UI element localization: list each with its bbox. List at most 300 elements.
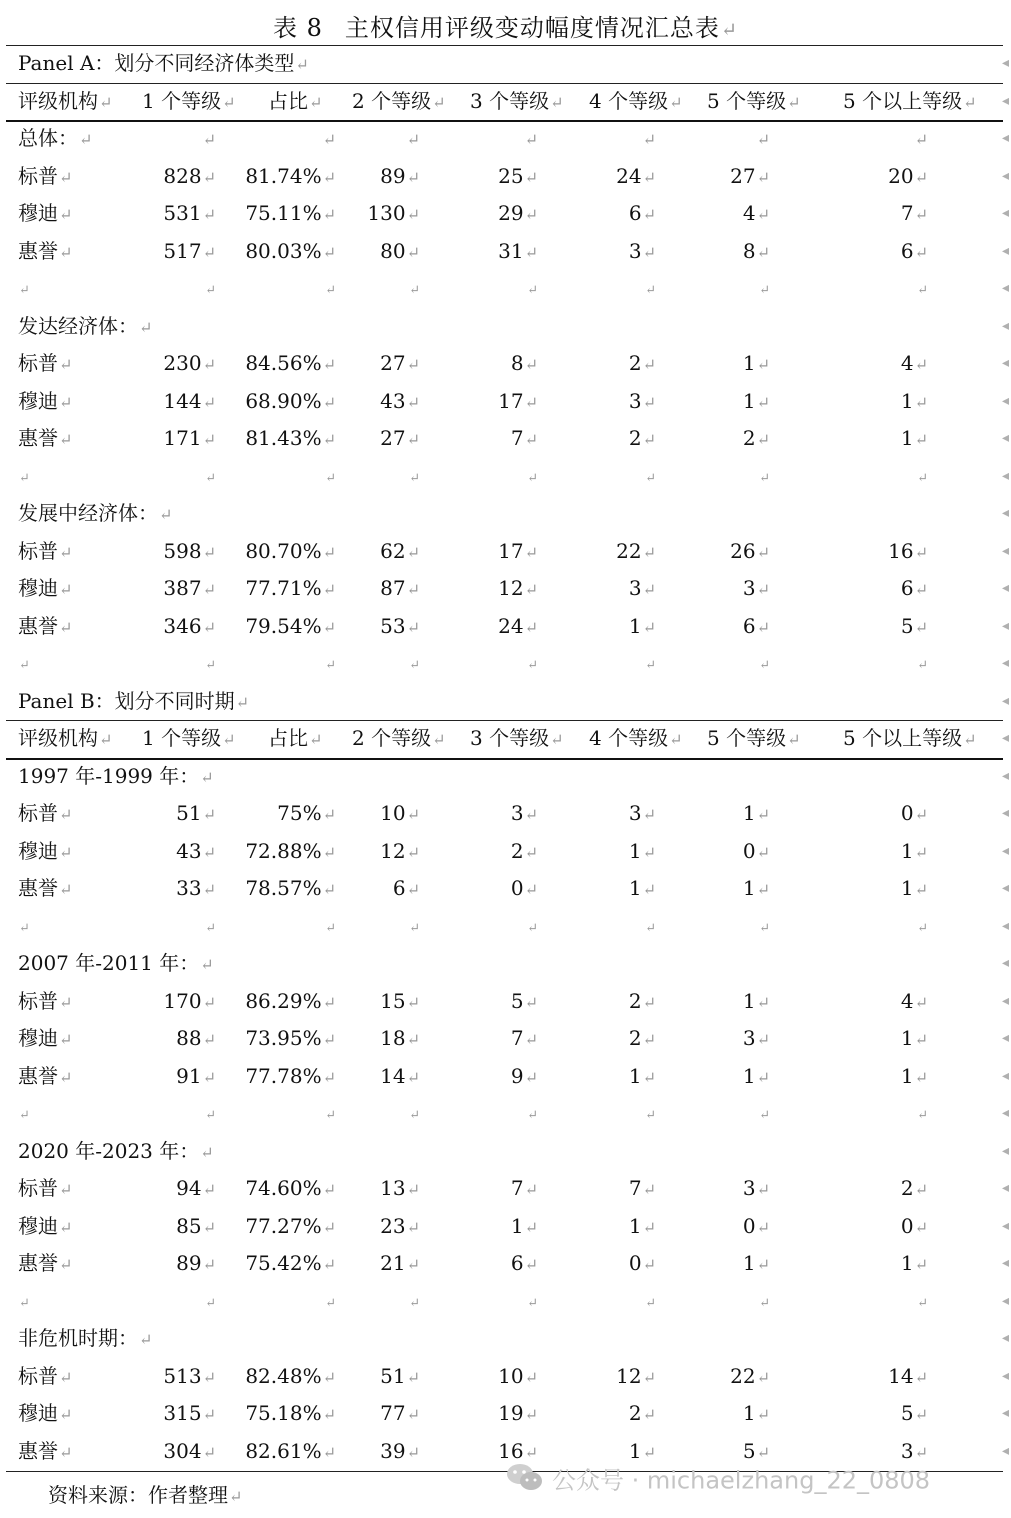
edge-arrow-icon: ◂: [1001, 1405, 1009, 1421]
return-mark-icon: ↵: [59, 1442, 73, 1462]
return-mark-icon: ↵: [914, 1030, 928, 1049]
value-cell: 20↵: [888, 163, 928, 188]
value-cell: 27↵: [380, 351, 420, 375]
return-mark-icon: ↵: [406, 1442, 420, 1462]
value-cell: 2↵: [900, 1176, 928, 1200]
edge-arrow-icon: ◂: [1001, 1105, 1009, 1121]
return-mark-icon: ↵: [759, 470, 770, 486]
return-mark-icon: ↵: [720, 18, 738, 41]
empty-cell: [580, 458, 656, 497]
return-mark-icon: ↵: [527, 283, 538, 298]
return-mark-icon: ↵: [202, 130, 216, 149]
empty-cell: [580, 270, 656, 309]
empty-cell: [580, 645, 656, 684]
empty-cell: [460, 270, 538, 309]
return-mark-icon: ↵: [205, 470, 216, 486]
return-mark-icon: ↵: [322, 1255, 336, 1274]
value-cell: 0↵: [628, 1251, 656, 1275]
column-header: 5 个等级↵: [707, 88, 801, 113]
return-mark-icon: ↵: [645, 920, 656, 936]
table-row: [0, 795, 1011, 832]
empty-cell: [18, 1283, 30, 1322]
return-mark-icon: ↵: [322, 355, 336, 374]
edge-arrow-icon: ◂: [1001, 730, 1009, 746]
table-row: [0, 1170, 1011, 1207]
empty-cell: [232, 270, 336, 309]
agency-name: 标普↵: [18, 988, 73, 1013]
return-mark-icon: ↵: [205, 1295, 216, 1311]
return-mark-icon: ↵: [669, 92, 683, 112]
return-mark-icon: ↵: [406, 205, 420, 224]
return-mark-icon: ↵: [59, 1030, 73, 1049]
return-mark-icon: ↵: [19, 1108, 30, 1123]
watermark-text: 公众号 · michaelzhang_22_0808: [552, 1466, 931, 1495]
empty-cell: [840, 120, 928, 158]
edge-arrow-icon: ◂: [1001, 392, 1009, 409]
return-mark-icon: ↵: [756, 617, 770, 637]
return-mark-icon: ↵: [642, 130, 656, 149]
edge-arrow-icon: ◂: [1001, 1367, 1009, 1384]
return-mark-icon: ↵: [202, 355, 216, 374]
value-cell: 29↵: [498, 201, 538, 225]
table-row: [0, 420, 1011, 457]
empty-cell: [348, 120, 420, 158]
return-mark-icon: ↵: [524, 1367, 538, 1387]
return-mark-icon: ↵: [524, 355, 538, 374]
value-cell: 79.54%↵: [245, 613, 336, 638]
return-mark-icon: ↵: [200, 767, 214, 787]
return-mark-icon: ↵: [99, 92, 113, 112]
return-mark-icon: ↵: [524, 1405, 538, 1424]
return-mark-icon: ↵: [322, 430, 336, 449]
return-mark-icon: ↵: [524, 580, 538, 599]
value-cell: 4↵: [900, 351, 928, 375]
return-mark-icon: ↵: [645, 283, 656, 298]
return-mark-icon: ↵: [406, 1405, 420, 1424]
return-mark-icon: ↵: [19, 920, 30, 936]
return-mark-icon: ↵: [642, 842, 656, 862]
empty-cell: [348, 1095, 420, 1134]
group-label: 2007 年-2011 年：↵: [18, 951, 214, 975]
edge-arrow-icon: ◂: [1001, 1142, 1009, 1159]
edge-arrow-icon: ◂: [1001, 1217, 1009, 1234]
value-cell: 1↵: [900, 388, 928, 413]
return-mark-icon: ↵: [642, 1180, 656, 1199]
return-mark-icon: ↵: [645, 470, 656, 486]
value-cell: 1↵: [742, 988, 770, 1013]
column-header: 5 个以上等级↵: [843, 88, 977, 113]
return-mark-icon: ↵: [524, 1180, 538, 1199]
group-label-row: [0, 308, 1011, 345]
edge-arrow-icon: ◂: [1001, 1180, 1009, 1196]
return-mark-icon: ↵: [322, 1030, 336, 1049]
value-cell: 33↵: [176, 876, 216, 900]
return-mark-icon: ↵: [914, 1180, 928, 1199]
agency-name: 惠誉↵: [18, 238, 73, 263]
return-mark-icon: ↵: [325, 1108, 336, 1123]
empty-cell: [348, 458, 420, 497]
return-mark-icon: ↵: [222, 730, 236, 749]
return-mark-icon: ↵: [432, 92, 446, 112]
value-cell: 16↵: [888, 538, 928, 563]
empty-cell: [18, 908, 30, 947]
return-mark-icon: ↵: [917, 470, 928, 486]
return-mark-icon: ↵: [222, 92, 236, 112]
value-cell: 3↵: [742, 576, 770, 600]
empty-cell: [840, 1095, 928, 1134]
edge-arrow-icon: ◂: [1001, 692, 1009, 709]
return-mark-icon: ↵: [914, 392, 928, 412]
table-row: [0, 870, 1011, 907]
value-cell: 14↵: [380, 1063, 420, 1088]
value-cell: 517↵: [163, 238, 216, 263]
edge-arrow-icon: ◂: [1001, 1330, 1009, 1346]
value-cell: 12↵: [380, 838, 420, 863]
value-cell: 1↵: [742, 876, 770, 900]
group-label-row: [0, 120, 1011, 157]
edge-arrow-icon: ◂: [1001, 55, 1009, 71]
value-cell: 828↵: [163, 163, 216, 188]
return-mark-icon: ↵: [202, 1442, 216, 1462]
value-cell: 3↵: [628, 801, 656, 825]
value-cell: 3↵: [742, 1176, 770, 1200]
empty-cell: [840, 270, 928, 309]
return-mark-icon: ↵: [322, 1405, 336, 1424]
return-mark-icon: ↵: [202, 805, 216, 824]
empty-cell: [700, 645, 770, 684]
column-header: 1 个等级↵: [142, 88, 236, 113]
empty-cell: [130, 270, 216, 309]
return-mark-icon: ↵: [325, 283, 336, 298]
table-row: [0, 833, 1011, 870]
value-cell: 15↵: [380, 988, 420, 1013]
return-mark-icon: ↵: [524, 430, 538, 449]
return-mark-icon: ↵: [59, 1405, 73, 1424]
return-mark-icon: ↵: [406, 355, 420, 374]
value-cell: 2↵: [742, 426, 770, 450]
return-mark-icon: ↵: [550, 730, 564, 749]
column-header: 3 个等级↵: [470, 88, 564, 113]
table-row: [0, 383, 1011, 420]
agency-name: 惠誉↵: [18, 1438, 73, 1463]
return-mark-icon: ↵: [527, 1295, 538, 1311]
value-cell: 62↵: [380, 538, 420, 563]
table-row: [0, 1395, 1011, 1432]
value-cell: 1↵: [900, 1026, 928, 1050]
return-mark-icon: ↵: [202, 992, 216, 1012]
value-cell: 6↵: [900, 238, 928, 263]
return-mark-icon: ↵: [524, 617, 538, 637]
panel-title: Panel B：划分不同时期↵: [18, 688, 250, 713]
edge-arrow-icon: ◂: [1001, 767, 1009, 784]
value-cell: 10↵: [380, 801, 420, 825]
column-header: 4 个等级↵: [589, 726, 683, 750]
return-mark-icon: ↵: [59, 205, 73, 224]
agency-name: 穆迪↵: [18, 201, 73, 225]
return-mark-icon: ↵: [756, 1030, 770, 1049]
value-cell: 1↵: [742, 1401, 770, 1425]
edge-arrow-icon: ◂: [1001, 167, 1009, 184]
return-mark-icon: ↵: [59, 580, 73, 599]
return-mark-icon: ↵: [59, 167, 73, 187]
value-cell: 77↵: [380, 1401, 420, 1425]
value-cell: 14↵: [888, 1363, 928, 1388]
table-row: [0, 195, 1011, 232]
return-mark-icon: ↵: [202, 1180, 216, 1199]
return-mark-icon: ↵: [524, 130, 538, 149]
return-mark-icon: ↵: [406, 880, 420, 899]
value-cell: 0↵: [742, 838, 770, 863]
value-cell: 4↵: [900, 988, 928, 1013]
return-mark-icon: ↵: [642, 1255, 656, 1274]
edge-arrow-icon: ◂: [1001, 130, 1009, 146]
return-mark-icon: ↵: [406, 805, 420, 824]
return-mark-icon: ↵: [645, 658, 656, 673]
value-cell: 2↵: [628, 988, 656, 1013]
empty-cell: [232, 458, 336, 497]
value-cell: 8↵: [510, 351, 538, 375]
agency-name: 惠誉↵: [18, 426, 73, 450]
return-mark-icon: ↵: [914, 1442, 928, 1462]
return-mark-icon: ↵: [59, 805, 73, 824]
value-cell: 31↵: [498, 238, 538, 263]
empty-cell: [580, 120, 656, 158]
edge-arrow-icon: ◂: [1001, 205, 1009, 221]
return-mark-icon: ↵: [756, 130, 770, 149]
group-label-row: [0, 1320, 1011, 1357]
edge-arrow-icon: ◂: [1001, 1255, 1009, 1271]
return-mark-icon: ↵: [322, 167, 336, 187]
table-row: [0, 158, 1011, 195]
return-mark-icon: ↵: [406, 130, 420, 149]
return-mark-icon: ↵: [139, 1330, 153, 1349]
return-mark-icon: ↵: [19, 658, 30, 673]
column-header: 评级机构↵: [18, 726, 113, 750]
agency-name: 惠誉↵: [18, 613, 73, 638]
return-mark-icon: ↵: [406, 167, 420, 187]
return-mark-icon: ↵: [409, 470, 420, 486]
return-mark-icon: ↵: [914, 1367, 928, 1387]
empty-cell: [580, 1283, 656, 1322]
value-cell: 78.57%↵: [245, 876, 336, 900]
value-cell: 75.11%↵: [245, 201, 336, 225]
return-mark-icon: ↵: [406, 1217, 420, 1237]
return-mark-icon: ↵: [914, 1405, 928, 1424]
return-mark-icon: ↵: [917, 1108, 928, 1123]
value-cell: 1↵: [900, 876, 928, 900]
return-mark-icon: ↵: [235, 692, 250, 712]
value-cell: 86.29%↵: [245, 988, 336, 1013]
edge-arrow-icon: ◂: [1001, 1067, 1009, 1084]
edge-arrow-icon: ◂: [1001, 542, 1009, 559]
column-header: 2 个等级↵: [352, 88, 446, 113]
return-mark-icon: ↵: [642, 1067, 656, 1087]
return-mark-icon: ↵: [914, 205, 928, 224]
value-cell: 24↵: [616, 163, 656, 188]
value-cell: 130↵: [367, 201, 420, 225]
group-label: 发达经济体：↵: [18, 313, 153, 338]
return-mark-icon: ↵: [59, 1180, 73, 1199]
return-mark-icon: ↵: [914, 130, 928, 149]
value-cell: 21↵: [380, 1251, 420, 1275]
return-mark-icon: ↵: [963, 92, 977, 112]
empty-row: [0, 1283, 1011, 1320]
return-mark-icon: ↵: [202, 1217, 216, 1237]
return-mark-icon: ↵: [914, 1067, 928, 1087]
return-mark-icon: ↵: [406, 1367, 420, 1387]
return-mark-icon: ↵: [642, 580, 656, 599]
return-mark-icon: ↵: [205, 283, 216, 298]
return-mark-icon: ↵: [756, 992, 770, 1012]
value-cell: 91↵: [176, 1063, 216, 1088]
value-cell: 51↵: [380, 1363, 420, 1388]
return-mark-icon: ↵: [550, 92, 564, 112]
value-cell: 3↵: [900, 1438, 928, 1463]
value-cell: 80.70%↵: [245, 538, 336, 563]
return-mark-icon: ↵: [759, 1108, 770, 1123]
return-mark-icon: ↵: [914, 580, 928, 599]
return-mark-icon: ↵: [406, 1255, 420, 1274]
return-mark-icon: ↵: [406, 1030, 420, 1049]
value-cell: 80.03%↵: [245, 238, 336, 263]
return-mark-icon: ↵: [756, 542, 770, 562]
value-cell: 2↵: [510, 838, 538, 863]
return-mark-icon: ↵: [669, 730, 683, 749]
empty-cell: [580, 908, 656, 947]
value-cell: 1↵: [510, 1213, 538, 1238]
value-cell: 6↵: [392, 876, 420, 900]
return-mark-icon: ↵: [642, 1405, 656, 1424]
return-mark-icon: ↵: [202, 880, 216, 899]
table-row: [0, 1245, 1011, 1282]
return-mark-icon: ↵: [642, 542, 656, 562]
group-label: 1997 年-1999 年：↵: [18, 763, 214, 788]
value-cell: 77.27%↵: [245, 1213, 336, 1238]
value-cell: 27↵: [730, 163, 770, 188]
return-mark-icon: ↵: [409, 1108, 420, 1123]
empty-cell: [460, 908, 538, 947]
value-cell: 1↵: [900, 838, 928, 863]
empty-cell: [700, 458, 770, 497]
return-mark-icon: ↵: [205, 658, 216, 673]
value-cell: 88↵: [176, 1026, 216, 1050]
value-cell: 1↵: [742, 801, 770, 825]
agency-name: 穆迪↵: [18, 576, 73, 600]
table-row: [0, 608, 1011, 645]
return-mark-icon: ↵: [642, 205, 656, 224]
value-cell: 5↵: [900, 613, 928, 638]
value-cell: 5↵: [900, 1401, 928, 1425]
value-cell: 513↵: [163, 1363, 216, 1388]
return-mark-icon: ↵: [914, 430, 928, 449]
value-cell: 53↵: [380, 613, 420, 638]
return-mark-icon: ↵: [406, 430, 420, 449]
return-mark-icon: ↵: [202, 1067, 216, 1087]
group-label-row: [0, 945, 1011, 982]
value-cell: 7↵: [900, 201, 928, 225]
empty-cell: [130, 458, 216, 497]
table-row: [0, 1358, 1011, 1395]
value-cell: 346↵: [163, 613, 216, 638]
return-mark-icon: ↵: [642, 1442, 656, 1462]
agency-name: 标普↵: [18, 163, 73, 188]
value-cell: 6↵: [628, 201, 656, 225]
return-mark-icon: ↵: [59, 992, 73, 1012]
table-row: [0, 983, 1011, 1020]
return-mark-icon: ↵: [205, 920, 216, 936]
agency-name: 惠誉↵: [18, 876, 73, 900]
return-mark-icon: ↵: [322, 580, 336, 599]
return-mark-icon: ↵: [159, 505, 173, 524]
empty-cell: [700, 1095, 770, 1134]
edge-arrow-icon: ◂: [1001, 880, 1009, 896]
agency-name: 惠誉↵: [18, 1063, 73, 1088]
value-cell: 94↵: [176, 1176, 216, 1200]
value-cell: 19↵: [498, 1401, 538, 1425]
edge-arrow-icon: ◂: [1001, 355, 1009, 371]
value-cell: 1↵: [628, 838, 656, 863]
return-mark-icon: ↵: [322, 1367, 336, 1387]
empty-cell: [700, 1283, 770, 1322]
empty-row: [0, 908, 1011, 945]
return-mark-icon: ↵: [787, 730, 801, 749]
return-mark-icon: ↵: [322, 805, 336, 824]
return-mark-icon: ↵: [756, 1367, 770, 1387]
return-mark-icon: ↵: [202, 617, 216, 637]
value-cell: 6↵: [510, 1251, 538, 1275]
edge-arrow-icon: ◂: [1001, 955, 1009, 971]
value-cell: 8↵: [742, 238, 770, 263]
value-cell: 2↵: [628, 1401, 656, 1425]
return-mark-icon: ↵: [59, 355, 73, 374]
table-row: [0, 533, 1011, 570]
return-mark-icon: ↵: [914, 880, 928, 899]
value-cell: 17↵: [498, 388, 538, 413]
edge-arrow-icon: ◂: [1001, 92, 1009, 109]
empty-cell: [18, 645, 30, 684]
return-mark-icon: ↵: [202, 1255, 216, 1274]
return-mark-icon: ↵: [524, 992, 538, 1012]
return-mark-icon: ↵: [406, 992, 420, 1012]
value-cell: 5↵: [742, 1438, 770, 1463]
return-mark-icon: ↵: [527, 920, 538, 936]
value-cell: 73.95%↵: [245, 1026, 336, 1050]
return-mark-icon: ↵: [200, 1142, 214, 1162]
return-mark-icon: ↵: [524, 392, 538, 412]
value-cell: 0↵: [510, 876, 538, 900]
agency-name: 穆迪↵: [18, 1401, 73, 1425]
table-title: [0, 8, 1011, 43]
edge-arrow-icon: ◂: [1001, 655, 1009, 671]
value-cell: 4↵: [742, 201, 770, 225]
return-mark-icon: ↵: [963, 730, 977, 749]
value-cell: 82.61%↵: [245, 1438, 336, 1463]
value-cell: 0↵: [900, 1213, 928, 1238]
return-mark-icon: ↵: [524, 1030, 538, 1049]
return-mark-icon: ↵: [524, 880, 538, 899]
value-cell: 18↵: [380, 1026, 420, 1050]
return-mark-icon: ↵: [524, 805, 538, 824]
value-cell: 144↵: [163, 388, 216, 413]
return-mark-icon: ↵: [917, 283, 928, 298]
return-mark-icon: ↵: [406, 1180, 420, 1199]
return-mark-icon: ↵: [409, 658, 420, 673]
table-row: [0, 345, 1011, 382]
value-cell: 531↵: [163, 201, 216, 225]
return-mark-icon: ↵: [756, 842, 770, 862]
edge-arrow-icon: ◂: [1001, 430, 1009, 446]
value-cell: 39↵: [380, 1438, 420, 1463]
